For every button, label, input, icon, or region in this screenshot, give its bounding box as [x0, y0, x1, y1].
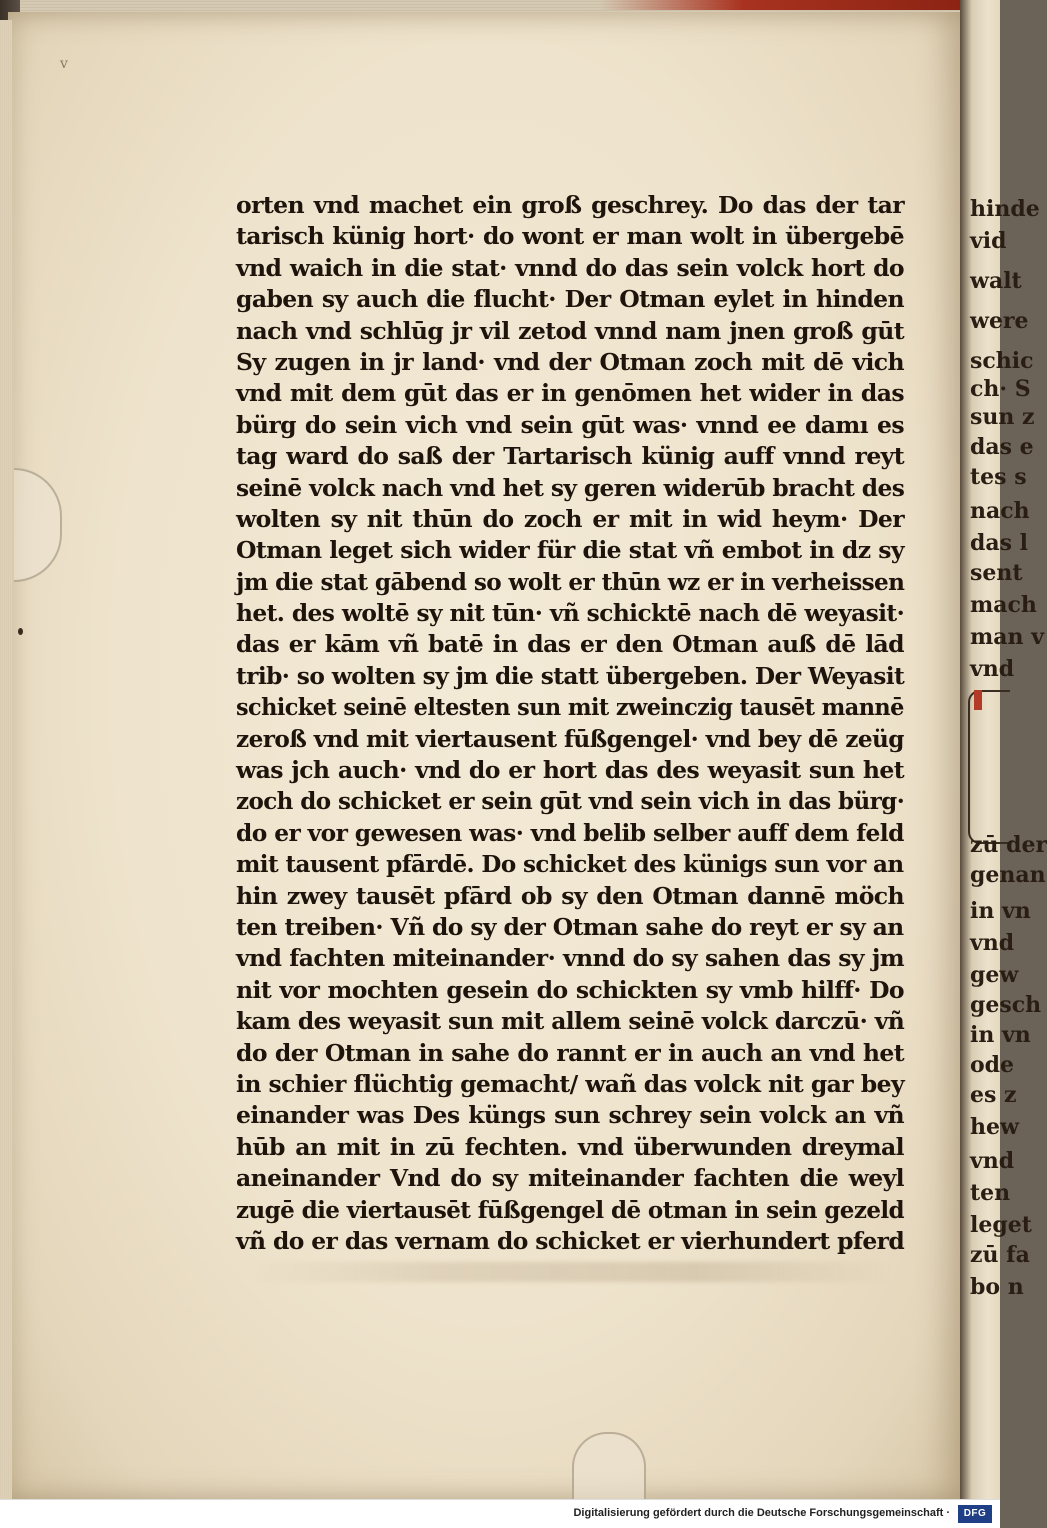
adjacent-page-text: were	[970, 308, 1029, 334]
text-line: zeroß vnd mit viertausent fūßgengel· vnd bey dē zeüg	[236, 724, 904, 753]
text-line: Otman leget sich wider für die stat vñ embot in dz sy	[236, 536, 904, 565]
adjacent-page-text: ten	[970, 1180, 1011, 1206]
adjacent-page	[960, 0, 1047, 1500]
adjacent-page-text: sent	[970, 560, 1023, 586]
text-block	[236, 190, 904, 1257]
text-line: aneinander Vnd do sy miteinander fachten die weyl	[236, 1164, 904, 1193]
adjacent-page-text: genan	[970, 862, 1046, 888]
text-line: vnd mit dem gūt das er in genōmen het wider in das	[236, 379, 904, 408]
adjacent-page-text: man v	[970, 624, 1044, 650]
text-line: kam des weyasit sun mit allem seinē volck darczū· vñ	[236, 1007, 905, 1036]
red-page-edge	[600, 0, 960, 10]
text-line: was jch auch· vnd do er hort das des weyasit sun het	[236, 756, 904, 785]
text-line: vñ do er das vernam do schicket er vierhundert pferd	[236, 1226, 905, 1255]
attribution-text: Digitalisierung gefördert durch die Deutsche Forschungsgemeinschaft ·	[573, 1507, 950, 1519]
adjacent-page-text: schic	[970, 348, 1034, 374]
adjacent-page-text: mach	[970, 592, 1037, 618]
ink-dot	[18, 628, 23, 635]
adjacent-page-text: das e	[970, 434, 1034, 460]
adjacent-page-text: zū der	[970, 832, 1047, 858]
adjacent-page-text: es z	[970, 1082, 1017, 1108]
text-line: do der Otman in sahe do rannt er in auch an vnd het	[236, 1038, 904, 1067]
adjacent-page-text: vnd	[970, 930, 1015, 956]
adjacent-page-text: bo n	[970, 1274, 1024, 1300]
adjacent-page-text: nach	[970, 498, 1030, 524]
adjacent-page-text: ch· S	[970, 376, 1031, 402]
adjacent-page-text: vnd	[970, 1148, 1015, 1174]
text-line: ten treiben· Vñ do sy der Otman sahe do reyt er sy an	[236, 912, 904, 941]
adjacent-page-text: in vn	[970, 1022, 1031, 1048]
adjacent-page-text: sun z	[970, 404, 1035, 430]
adjacent-page-text: gew	[970, 962, 1019, 988]
text-line: tag ward do saß der Tartarisch künig auff vnnd reyt	[236, 442, 904, 471]
dfg-logo: DFG	[958, 1505, 992, 1523]
text-line: mit tausent pfārdē. Do schicket des künigs sun vor an	[236, 850, 904, 879]
text-line: nach vnd schlūg jr vil zetod vnnd nam jnen groß gūt	[236, 316, 904, 345]
adjacent-page-text: zū fa	[970, 1242, 1030, 1268]
page-stack-left	[0, 20, 12, 1500]
text-line: hin zwey tausēt pfārd ob sy den Otman dannē möch	[236, 881, 904, 910]
text-line: bürg do sein vich vnd sein gūt was· vnnd ee damı es	[236, 410, 904, 439]
text-line: do er vor gewesen was· vnd belib selber auff dem feld	[236, 818, 904, 847]
adjacent-page-text: gesch	[970, 992, 1042, 1018]
text-line: orten vnd machet ein groß geschrey. Do das der tar	[236, 191, 904, 219]
text-line: schicket seinē eltesten sun mit zweinczig tausēt mannē	[236, 693, 904, 722]
text-line: wolten sy nit thūn do zoch er mit in wid heym· Der	[236, 504, 904, 533]
text-line: gaben sy auch die flucht· Der Otman eylet in hinden	[236, 285, 904, 314]
text-line: hūb an mit in zū fechten. vnd überwunden dreymal	[236, 1132, 904, 1161]
text-line: vnd waich in die stat· vnnd do das sein volck hort do	[236, 253, 904, 282]
text-line: seinē volck nach vnd het sy geren widerūb bracht des	[236, 473, 905, 502]
adjacent-page-text: walt	[970, 268, 1022, 294]
text-line: het. des woltē sy nit tūn· vñ schicktē nach dē weyasit·	[236, 599, 905, 628]
text-line: das er kām vñ batē in das er den Otman auß dē lād	[236, 630, 904, 659]
adjacent-page-text: in vn	[970, 898, 1031, 924]
decorated-initial-frame	[968, 690, 1010, 844]
faded-line	[250, 1262, 890, 1282]
adjacent-page-text: hew	[970, 1114, 1019, 1140]
adjacent-page-text: vid	[970, 228, 1007, 254]
adjacent-page-text: vnd	[970, 656, 1015, 682]
text-line: trib· so wolten sy jm die statt übergeben. Der Weyasit	[236, 661, 905, 690]
text-line: Sy zugen in jr land· vnd der Otman zoch mit dē vich	[236, 347, 904, 376]
rubrication-mark	[974, 690, 982, 710]
text-line: vnd fachten miteinander· vnnd do sy sahen das sy jm	[236, 944, 904, 973]
adjacent-page-text: ode	[970, 1052, 1015, 1078]
attribution-bar	[0, 1499, 1000, 1528]
clip-mark-bottom	[572, 1432, 646, 1504]
adjacent-page-text: leget	[970, 1212, 1032, 1238]
text-line: zugē die viertausēt fūßgengel dē otman in sein gezeld	[236, 1195, 905, 1224]
text-line: jm die stat gābend so wolt er thūn wz er in verheissen	[236, 567, 905, 596]
text-line: einander was Des küngs sun schrey sein volck an vñ	[236, 1101, 904, 1130]
text-line: zoch do schicket er sein gūt vnd sein vich in das bürg·	[236, 787, 905, 816]
corner-mark: v	[60, 56, 68, 72]
adjacent-page-text: hinde	[970, 196, 1040, 222]
text-line: tarisch künig hort· do wont er man wolt in übergebē	[236, 222, 904, 251]
text-line: in schier flüchtig gemacht/ wañ das volck nit gar bey	[236, 1069, 904, 1098]
adjacent-page-text: tes s	[970, 464, 1027, 490]
text-line: nit vor mochten gesein do schickten sy vmb hilff· Do	[236, 975, 904, 1004]
adjacent-page-text: das l	[970, 530, 1029, 556]
